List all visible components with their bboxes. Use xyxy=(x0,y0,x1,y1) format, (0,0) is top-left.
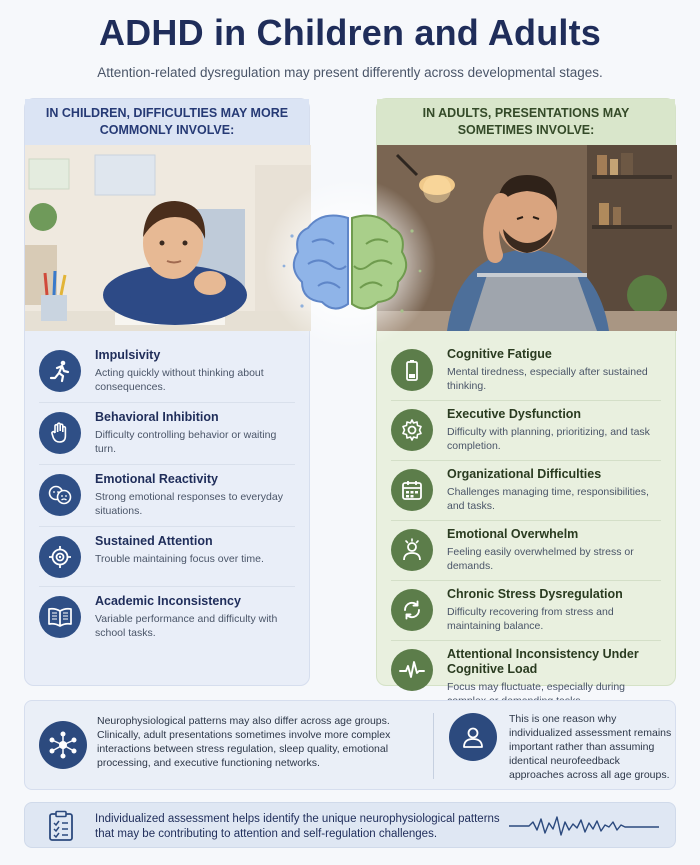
stressed-person-icon xyxy=(391,529,433,571)
network-nodes-icon xyxy=(39,721,87,769)
adults-heading: IN ADULTS, PRESENTATIONS MAY SOMETIMES INVOLVE: xyxy=(377,99,675,145)
stop-hand-icon xyxy=(39,412,81,454)
note-text-left: Neurophysiological patterns may also differ across age groups. Clinically, adult presentations sometimes involve more complex interactions between stress regulation, sleep quality, emotional processing, and executive functioning networks. xyxy=(97,715,391,769)
children-heading: IN CHILDREN, DIFFICULTIES MAY MORE COMMONLY INVOLVE: xyxy=(25,99,309,145)
item-title: Behavioral Inhibition xyxy=(95,410,219,424)
list-item xyxy=(391,521,661,581)
note-box xyxy=(24,700,676,790)
list-item xyxy=(391,461,661,521)
list-item xyxy=(39,527,295,587)
heartbeat-icon xyxy=(391,649,433,691)
item-description: Challenges managing time, responsibilities, and tasks. xyxy=(447,486,649,512)
brain-icon xyxy=(262,176,438,352)
item-title: Chronic Stress Dysregulation xyxy=(447,587,623,601)
footer-banner xyxy=(24,802,676,848)
list-item xyxy=(39,465,295,527)
item-description: Difficulty controlling behavior or waiting turn. xyxy=(95,429,277,455)
item-description: Difficulty recovering from stress and maintaining balance. xyxy=(447,606,614,632)
page-subtitle: Attention-related dysregulation may present differently across developmental stages. xyxy=(97,65,603,80)
item-description: Focus may fluctuate, especially during xyxy=(447,681,626,693)
list-item xyxy=(39,341,295,403)
item-title: Emotional Overwhelm xyxy=(447,527,579,541)
item-title: Organizational Difficulties xyxy=(447,467,602,481)
item-description: Acting quickly without thinking about consequences. xyxy=(95,367,264,393)
list-item xyxy=(39,403,295,465)
open-book-icon xyxy=(39,596,81,638)
item-description: Difficulty with planning, prioritizing, and task completion. xyxy=(447,426,650,452)
calendar-icon xyxy=(391,469,433,511)
running-person-icon xyxy=(39,350,81,392)
note-divider xyxy=(433,713,434,779)
item-description: Mental tiredness, especially after sustained thinking. xyxy=(447,366,648,392)
item-title: Academic Inconsistency xyxy=(95,594,241,608)
item-title: Impulsivity xyxy=(95,348,161,362)
note-text-right: This is one reason why individualized assessment remains important rather than assuming identical neurofeedback approaches across all age groups. xyxy=(509,713,672,781)
target-icon xyxy=(39,536,81,578)
person-icon xyxy=(449,713,497,761)
brainwave-icon xyxy=(509,813,659,839)
page-title: ADHD in Children and Adults xyxy=(98,12,602,53)
item-title: Emotional Reactivity xyxy=(95,472,218,486)
footer-text: Individualized assessment helps identify the unique neurophysiological patterns that may be contributing to attention and self-regulation challenges. xyxy=(95,813,500,840)
item-description: Variable performance and difficulty with school tasks. xyxy=(95,613,278,639)
gear-icon xyxy=(391,409,433,451)
list-item xyxy=(391,581,661,641)
item-title: Cognitive Fatigue xyxy=(447,347,552,361)
list-item xyxy=(39,587,295,648)
cycle-arrows-icon xyxy=(391,589,433,631)
faces-icon xyxy=(39,474,81,516)
battery-icon xyxy=(391,349,433,391)
item-description: Trouble maintaining focus over time. xyxy=(95,553,264,565)
item-title: Sustained Attention xyxy=(95,534,213,548)
item-description: Feeling easily overwhelmed by stress or demands. xyxy=(447,546,634,572)
clipboard-checklist-icon xyxy=(47,810,75,847)
item-description: Strong emotional responses to everyday situations. xyxy=(95,491,283,517)
list-item xyxy=(391,401,661,461)
item-title: Attentional Inconsistency Under Cognitive Load xyxy=(447,647,639,676)
item-title: Executive Dysfunction xyxy=(447,407,582,421)
